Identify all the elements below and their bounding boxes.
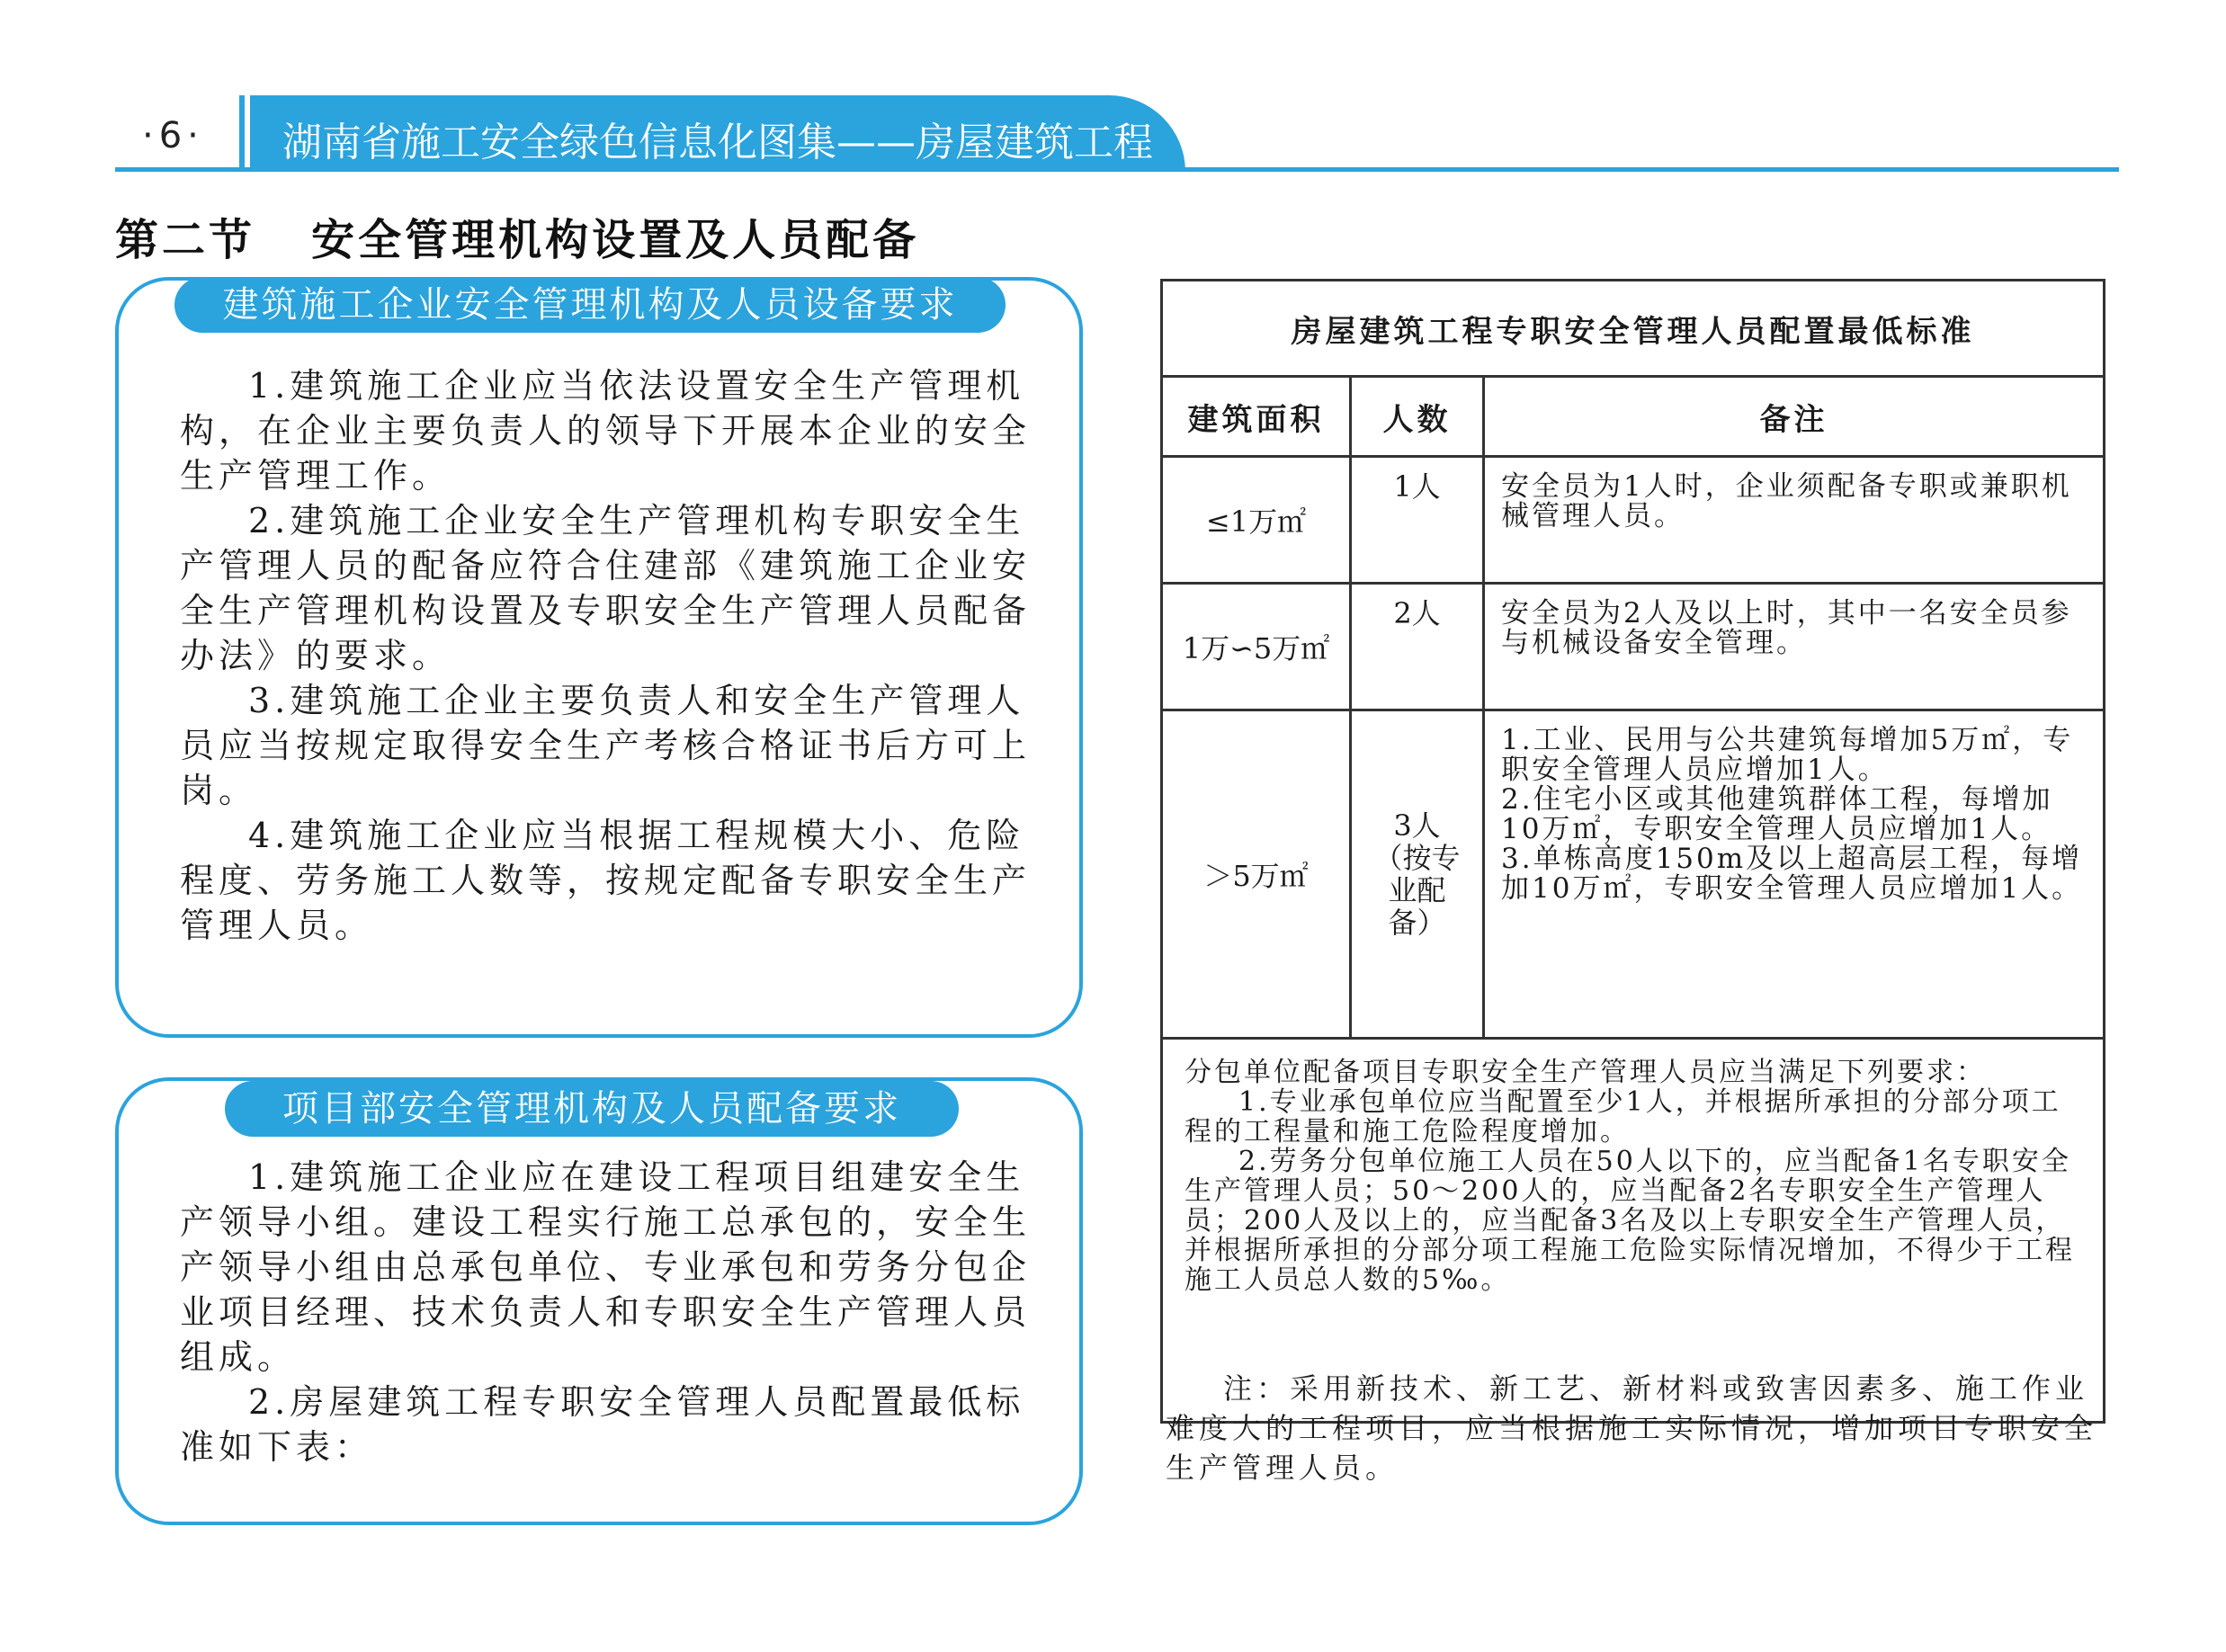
staffing-standard-table [1160,279,2105,1424]
area-cell: 1万∽5万㎡ [1162,584,1351,710]
count-cell [1351,710,1484,1039]
note-cell [1484,457,2105,584]
company-requirements-panel [115,277,1083,1038]
project-requirements-body [180,1155,1031,1469]
table-footer-row [1162,1039,2105,1423]
header-banner [250,95,1185,172]
note-line: 安全员为2人及以上时，其中一名安全员参与机械设备安全管理。 [1501,597,2072,659]
count-cell [1351,457,1484,584]
area-cell: ≤1万㎡ [1162,457,1351,584]
note-line: 1.工业、民用与公共建筑每增加5万㎡，专职安全管理人员应增加1人。 [1501,724,2074,786]
footnote: 注：采用新技术、新工艺、新材料或致害因素多、施工作业难度大的工程项目，应当根据施工实际情况，增加项目专职安全生产管理人员。 [1166,1371,2098,1485]
page-number: ·6· [142,115,204,156]
note-line: 3.单栋高度150m及以上超高层工程，每增加10万㎡，专职安全管理人员应增加1人。 [1501,843,2083,905]
company-requirements-body [180,363,1031,948]
table-row [1162,584,2105,710]
subcontractor-requirements-cell [1162,1039,2105,1423]
column-header-area: 建筑面积 [1162,377,1351,457]
footer-intro: 分包单位配备项目专职安全生产管理人员应当满足下列要求： [1185,1057,1986,1088]
count-value: 1人 [1393,469,1441,504]
table-title: 房屋建筑工程专职安全管理人员配置最低标准 [1162,281,2105,377]
note-line: 安全员为1人时，企业须配备专职或兼职机械管理人员。 [1501,470,2072,532]
project-paragraph: 1.建筑施工企业应在建设工程项目组建安全生产领导小组。建设工程实行施工总承包的，安全生产领导小组由总承包单位、专业承包和劳务分包企业项目经理、技术负责人和专职安全生产管理人员组成。 [180,1157,1032,1377]
count-cell [1351,584,1484,710]
company-paragraph: 1.建筑施工企业应当依法设置安全生产管理机构，在企业主要负责人的领导下开展本企业的安全生产管理工作。 [180,366,1032,496]
project-paragraph: 2.房屋建筑工程专职安全管理人员配置最低标准如下表： [180,1382,1025,1467]
company-paragraph: 2.建筑施工企业安全生产管理机构专职安全生产管理人员的配备应符合住建部《建筑施工企业安全生产管理机构设置及专职安全生产管理人员配备办法》的要求。 [180,501,1032,675]
company-paragraph: 3.建筑施工企业主要负责人和安全生产管理人员应当按规定取得安全生产考核合格证书后方可上岗。 [180,681,1032,810]
header-rule [115,167,2119,172]
section-title: 第二节 安全管理机构设置及人员配备 [115,215,920,265]
note-line: 2.住宅小区或其他建筑群体工程，每增加10万㎡，专职安全管理人员应增加1人。 [1501,783,2053,845]
column-header-note: 备注 [1484,377,2105,457]
count-value: 2人 [1393,596,1441,630]
note-cell [1484,584,2105,710]
document-title: 湖南省施工安全绿色信息化图集——房屋建筑工程 [282,120,1153,165]
company-paragraph: 4.建筑施工企业应当根据工程规模大小、危险程度、劳务施工人数等，按规定配备专职安全生产管理人员。 [180,816,1032,945]
column-header-count: 人数 [1351,377,1484,457]
footer-item: 1.专业承包单位应当配置至少1人，并根据所承担的分部分项工程的工程量和施工危险程度增加。 [1185,1086,2061,1147]
count-value: 3人（按专业配备） [1373,808,1461,940]
table-row [1162,710,2105,1039]
project-requirements-panel [115,1077,1083,1525]
table-header-row [1162,377,2105,457]
area-cell: ＞5万㎡ [1162,710,1351,1039]
footer-item: 2.劳务分包单位施工人员在50人以下的，应当配备1名专职安全生产管理人员；50～200人的，应当配备2名专职安全生产管理人员；200人及以上的，应当配备3名及以上专职安全生产管理人员，并根据所承担的分部分项工程施工危险实际情况增加，不得少于工程施工人员总人数的5‰。 [1185,1146,2075,1296]
company-requirements-tag: 建筑施工企业安全管理机构及人员设备要求 [174,277,1006,333]
table-row [1162,457,2105,584]
note-cell [1484,710,2105,1039]
project-requirements-tag: 项目部安全管理机构及人员配备要求 [225,1081,959,1137]
